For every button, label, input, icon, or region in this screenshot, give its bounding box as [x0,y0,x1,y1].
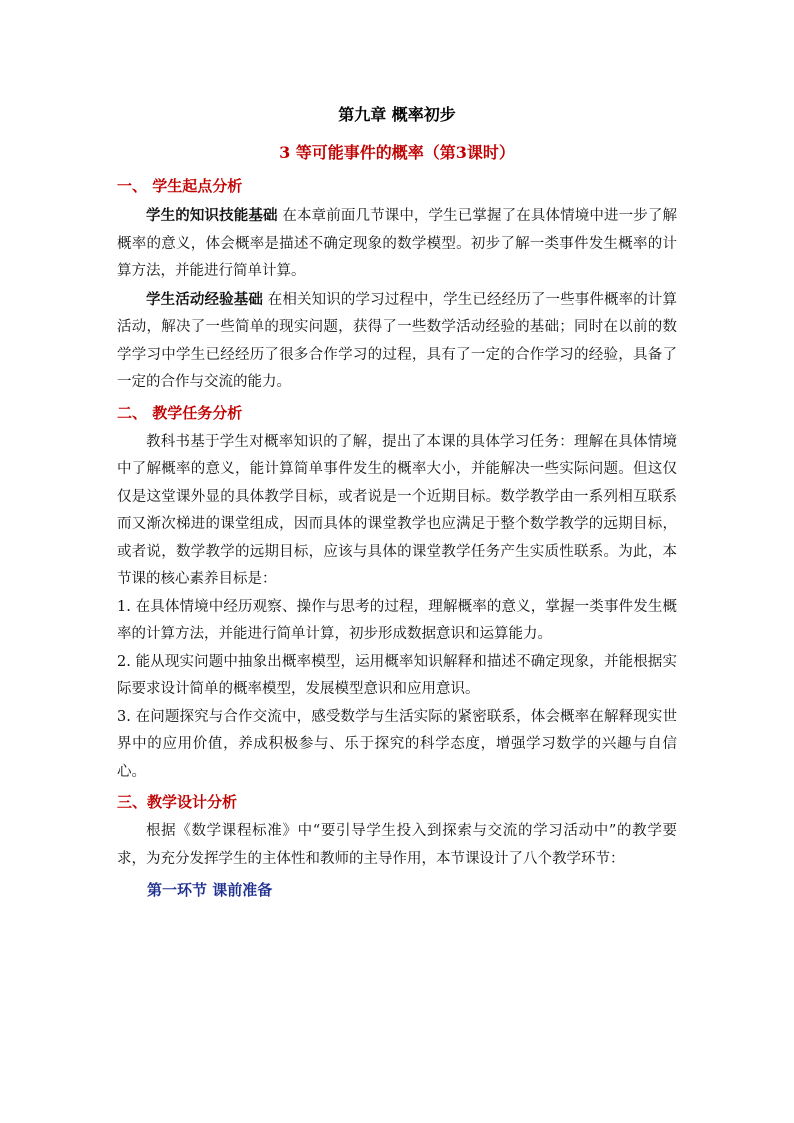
paragraph [117,286,677,397]
paragraph-lead: 学生的知识技能基础 [146,207,278,224]
paragraph: 根据《数学课程标准》中“要引导学生投入到探索与交流的学习活动中”的教学要求，为充分发挥学生的主体性和教师的主导作用，本节课设计了八个教学环节： [117,823,677,867]
paragraph-text: 在本章前面几节课中，学生已掌握了在具体情境中进一步了解概率的意义，体会概率是描述不确定现象的数学模型。初步了解一类事件发生概率的计算方法，并能进行简单计算。 [117,208,678,279]
paragraph [117,202,677,286]
section-heading: 三、教学设计分析 [117,793,238,811]
list-item: 2. 能从现实问题中抽象出概率模型，运用概率知识解释和描述不确定现象，并能根据实际要求设计简单的概率模型，发展模型意识和应用意识。 [117,653,677,697]
section-heading: 二、 教学任务分析 [117,403,243,422]
paragraph: 教科书基于学生对概率知识的了解，提出了本课的具体学习任务：理解在具体情境中了解概率的意义，能计算简单事件发生的概率大小，并能解决一些实际问题。但这仅仅是这堂课外显的具体教学目标，或者说是一个近期目标。数学教学由一系列相互联系而又渐次梯进的课堂组成，因而具体的课堂教学也应满足于整个数学教学的远期目标，或者说，数学教学的远期目标，应该与具体的课堂教学任务产生实质性联系。为此，本节课的核心素养目标是： [117,433,677,587]
paragraph-lead: 学生活动经验基础 [146,290,263,308]
paragraph-text: 在相关知识的学习过程中，学生已经经历了一些事件概率的计算活动，解决了一些简单的现实问题，获得了一些数学活动经验的基础；同时在以前的数学学习中学生已经经历了很多合作学习的过程，具有了一定的合作学习的经验，具备了一定的合作与交流的能力。 [117,291,678,390]
section-student-analysis [117,176,677,397]
chapter-title: 第九章 概率初步 [338,105,456,124]
lesson-title: 3 等可能事件的概率（第3课时） [279,143,515,162]
section-heading: 一、 学生起点分析 [117,177,243,195]
stage-heading: 第一环节 课前准备 [147,881,273,899]
section-design-analysis [117,792,677,901]
section-task-analysis [117,403,677,787]
list-item: 1. 在具体情境中经历观察、操作与思考的过程，理解概率的意义，掌握一类事件发生概率的计算方法，并能进行简单计算，初步形成数据意识和运算能力。 [117,598,677,642]
list-item: 3. 在问题探究与合作交流中，感受数学与生活实际的紧密联系，体会概率在解释现实世界中的应用价值，养成积极参与、乐于探究的科学态度，增强学习数学的兴趣与自信心。 [117,708,677,780]
document-content [117,104,677,901]
